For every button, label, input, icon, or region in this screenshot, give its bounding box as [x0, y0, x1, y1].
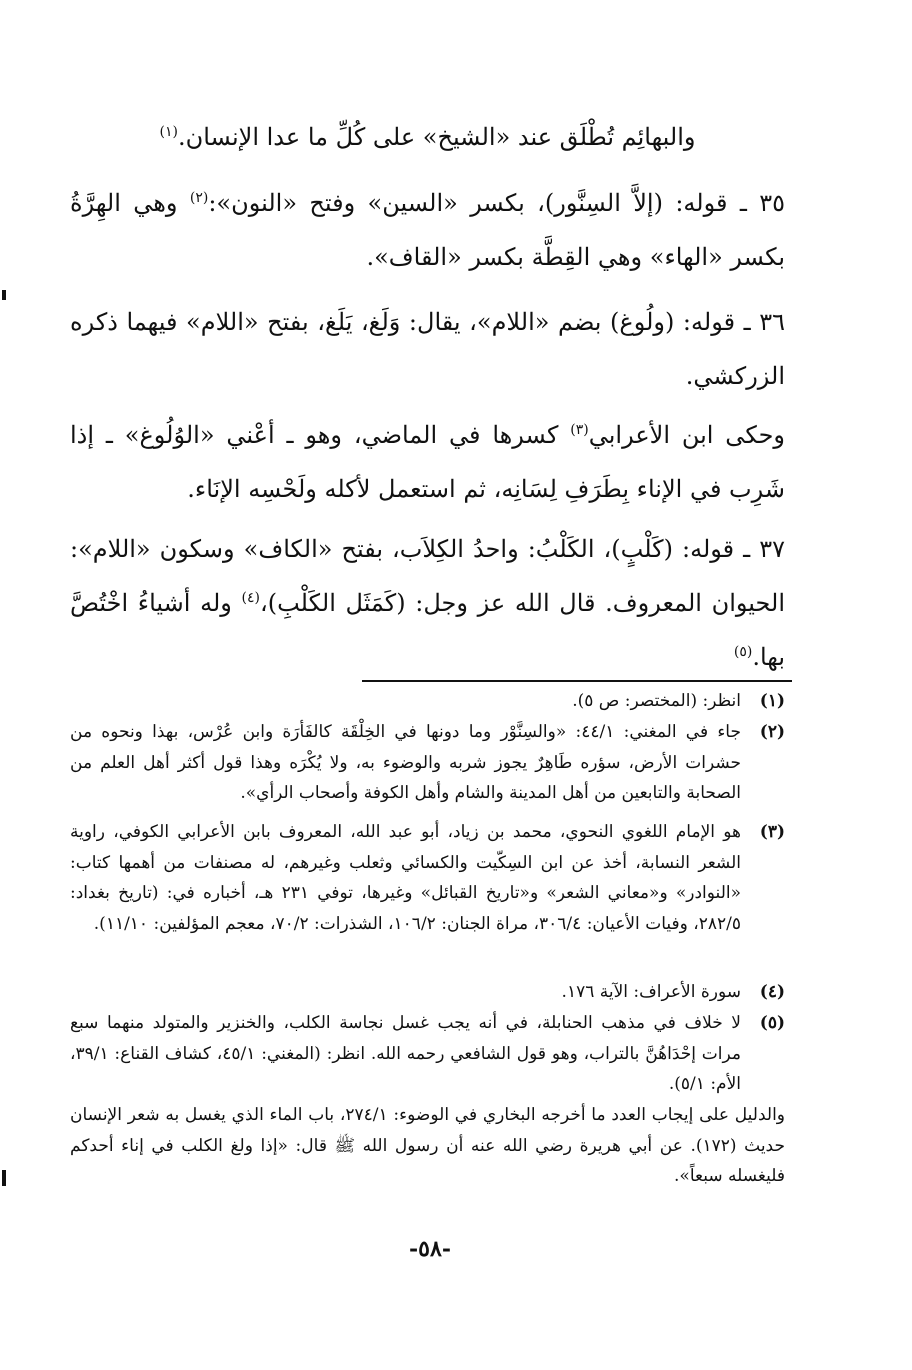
footnote-4	[70, 977, 785, 1008]
paragraph-37	[70, 522, 785, 684]
footnote-ref-4[interactable]: (٤)	[241, 590, 260, 606]
footnote-1-number: (١)	[759, 691, 785, 711]
paragraph-ibn-arabi-text-b: كسرها في الماضي، وهو ـ أعْني «الوُلُوغ» ـ إذا شَرِب في الإناء بِطَرَفِ لِسَانِه، ثم استعمل لأكله ولَحْسِه الإنَاء.	[70, 421, 785, 503]
paragraph-ibn-arabi	[70, 408, 785, 516]
footnote-5-continuation	[70, 1100, 829, 1192]
footnote-ref-1[interactable]: (١)	[159, 124, 178, 140]
footnote-ref-3[interactable]: (٣)	[570, 422, 589, 438]
footnote-4-number: (٤)	[759, 982, 785, 1002]
footnote-1	[70, 686, 785, 717]
paragraph-36	[70, 295, 785, 403]
footnote-4-text: سورة الأعراف: الآية ١٧٦.	[561, 982, 741, 1002]
footnote-1-text: انظر: (المختصر: ص ٥).	[572, 691, 741, 711]
page-number: -٥٨-	[409, 1236, 451, 1262]
paragraph-35	[70, 176, 785, 284]
footnote-2	[70, 717, 785, 809]
footnote-5-text: لا خلاف في مذهب الحنابلة، في أنه يجب غسل نجاسة الكلب، والخنزير والمتولد منهما سبع مرات إحْدَاهُنَّ بالتراب، وهو قول الشافعي رحمه الله. انظر: (المغني: ٤٥/١، كشاف القناع: ٣٩/١، الأم: ٥/١).	[70, 1013, 741, 1094]
footnote-separator	[362, 680, 792, 682]
footnote-5-continuation-text: والدليل على إيجاب العدد ما أخرجه البخاري في الوضوء: ٢٧٤/١، باب الماء الذي يغسل به شعر الإنسان حديث (١٧٢). عن أبي هريرة رضي الله عنه أن رسول الله ﷺ قال: «إذا ولغ الكلب في إناء أحدكم فليغسله سبعاً».	[70, 1105, 786, 1186]
footnote-2-number: (٢)	[759, 722, 785, 742]
footnote-5	[70, 1008, 785, 1100]
footnote-ref-5[interactable]: (٥)	[733, 644, 753, 660]
paragraph-35-text-b: وهي الهِرَّةُ بكسر «الهاء» وهي القِطَّة بكسر «القاف».	[70, 189, 785, 271]
footnote-2-text: جاء في المغني: ٤٤/١: «والسِنَّوْر وما دونها في الخِلْقَة كالفَأرَة وابن عُرْس، بهذا ونحوه من حشرات الأرض، سؤره طَاهِرٌ يجوز شربه والوضوء به، ولا يُكْرَه وهذا قول أكثر أهل العلم من الصحابة والتابعين من أهل المدينة والشام وأهل الكوفة وأصحاب الرأي».	[70, 722, 741, 803]
scan-edge-mark-top	[2, 290, 6, 300]
opening-line-text: والبهائِم تُطْلَق عند «الشيخ» على كُلِّ ما عدا الإنسان.	[177, 123, 696, 151]
paragraph-36-text: ٣٦ ـ قوله: (ولُوغ) بضم «اللام»، يقال: وَلَغ، يَلَغ، بفتح «اللام» فيهما ذكره الزركشي.	[70, 308, 785, 390]
scan-edge-mark-bottom	[2, 1170, 6, 1186]
opening-line	[70, 110, 785, 164]
paragraph-35-text-a: ٣٥ ـ قوله: (إلاَّ السِنَّور)، بكسر «السين» وفتح «النون»:	[208, 189, 785, 217]
footnote-3-text: هو الإمام اللغوي النحوي، محمد بن زياد، أبو عبد الله، المعروف بابن الأعرابي الكوفي، راوية الشعر النسابة، أخذ عن ابن السِكّيت والكسائي وثعلب وغيرهم، له مصنفات من أهمها كتاب: «النوادر» و«معاني الشعر» و«تاريخ القبائل» وغيرها، توفي ٢٣١ هـ، أخباره في: (تاريخ بغداد: ٢٨٢/٥، وفيات الأعيان: ٣٠٦/٤، مراة الجنان: ١٠٦/٢، الشذرات: ٧٠/٢، معجم المؤلفين: ١١/١٠).	[70, 822, 741, 934]
footnote-5-number: (٥)	[759, 1013, 785, 1033]
footnote-ref-2[interactable]: (٢)	[189, 190, 209, 206]
paragraph-ibn-arabi-text-a: وحكى ابن الأعرابي	[588, 421, 785, 449]
footnote-3	[70, 817, 785, 939]
footnote-3-number: (٣)	[759, 822, 785, 842]
paragraph-37-text-b: وله أشياءُ اخْتُصَّ بها.	[70, 589, 785, 671]
paragraph-37-text-a: ٣٧ ـ قوله: (كَلْبٍ)، الكَلْبُ: واحدُ الكِلاَب، بفتح «الكاف» وسكون «اللام»: الحيوان المعروف. قال الله عز وجل: (كَمَثَل الكَلْبِ)،	[70, 535, 785, 617]
